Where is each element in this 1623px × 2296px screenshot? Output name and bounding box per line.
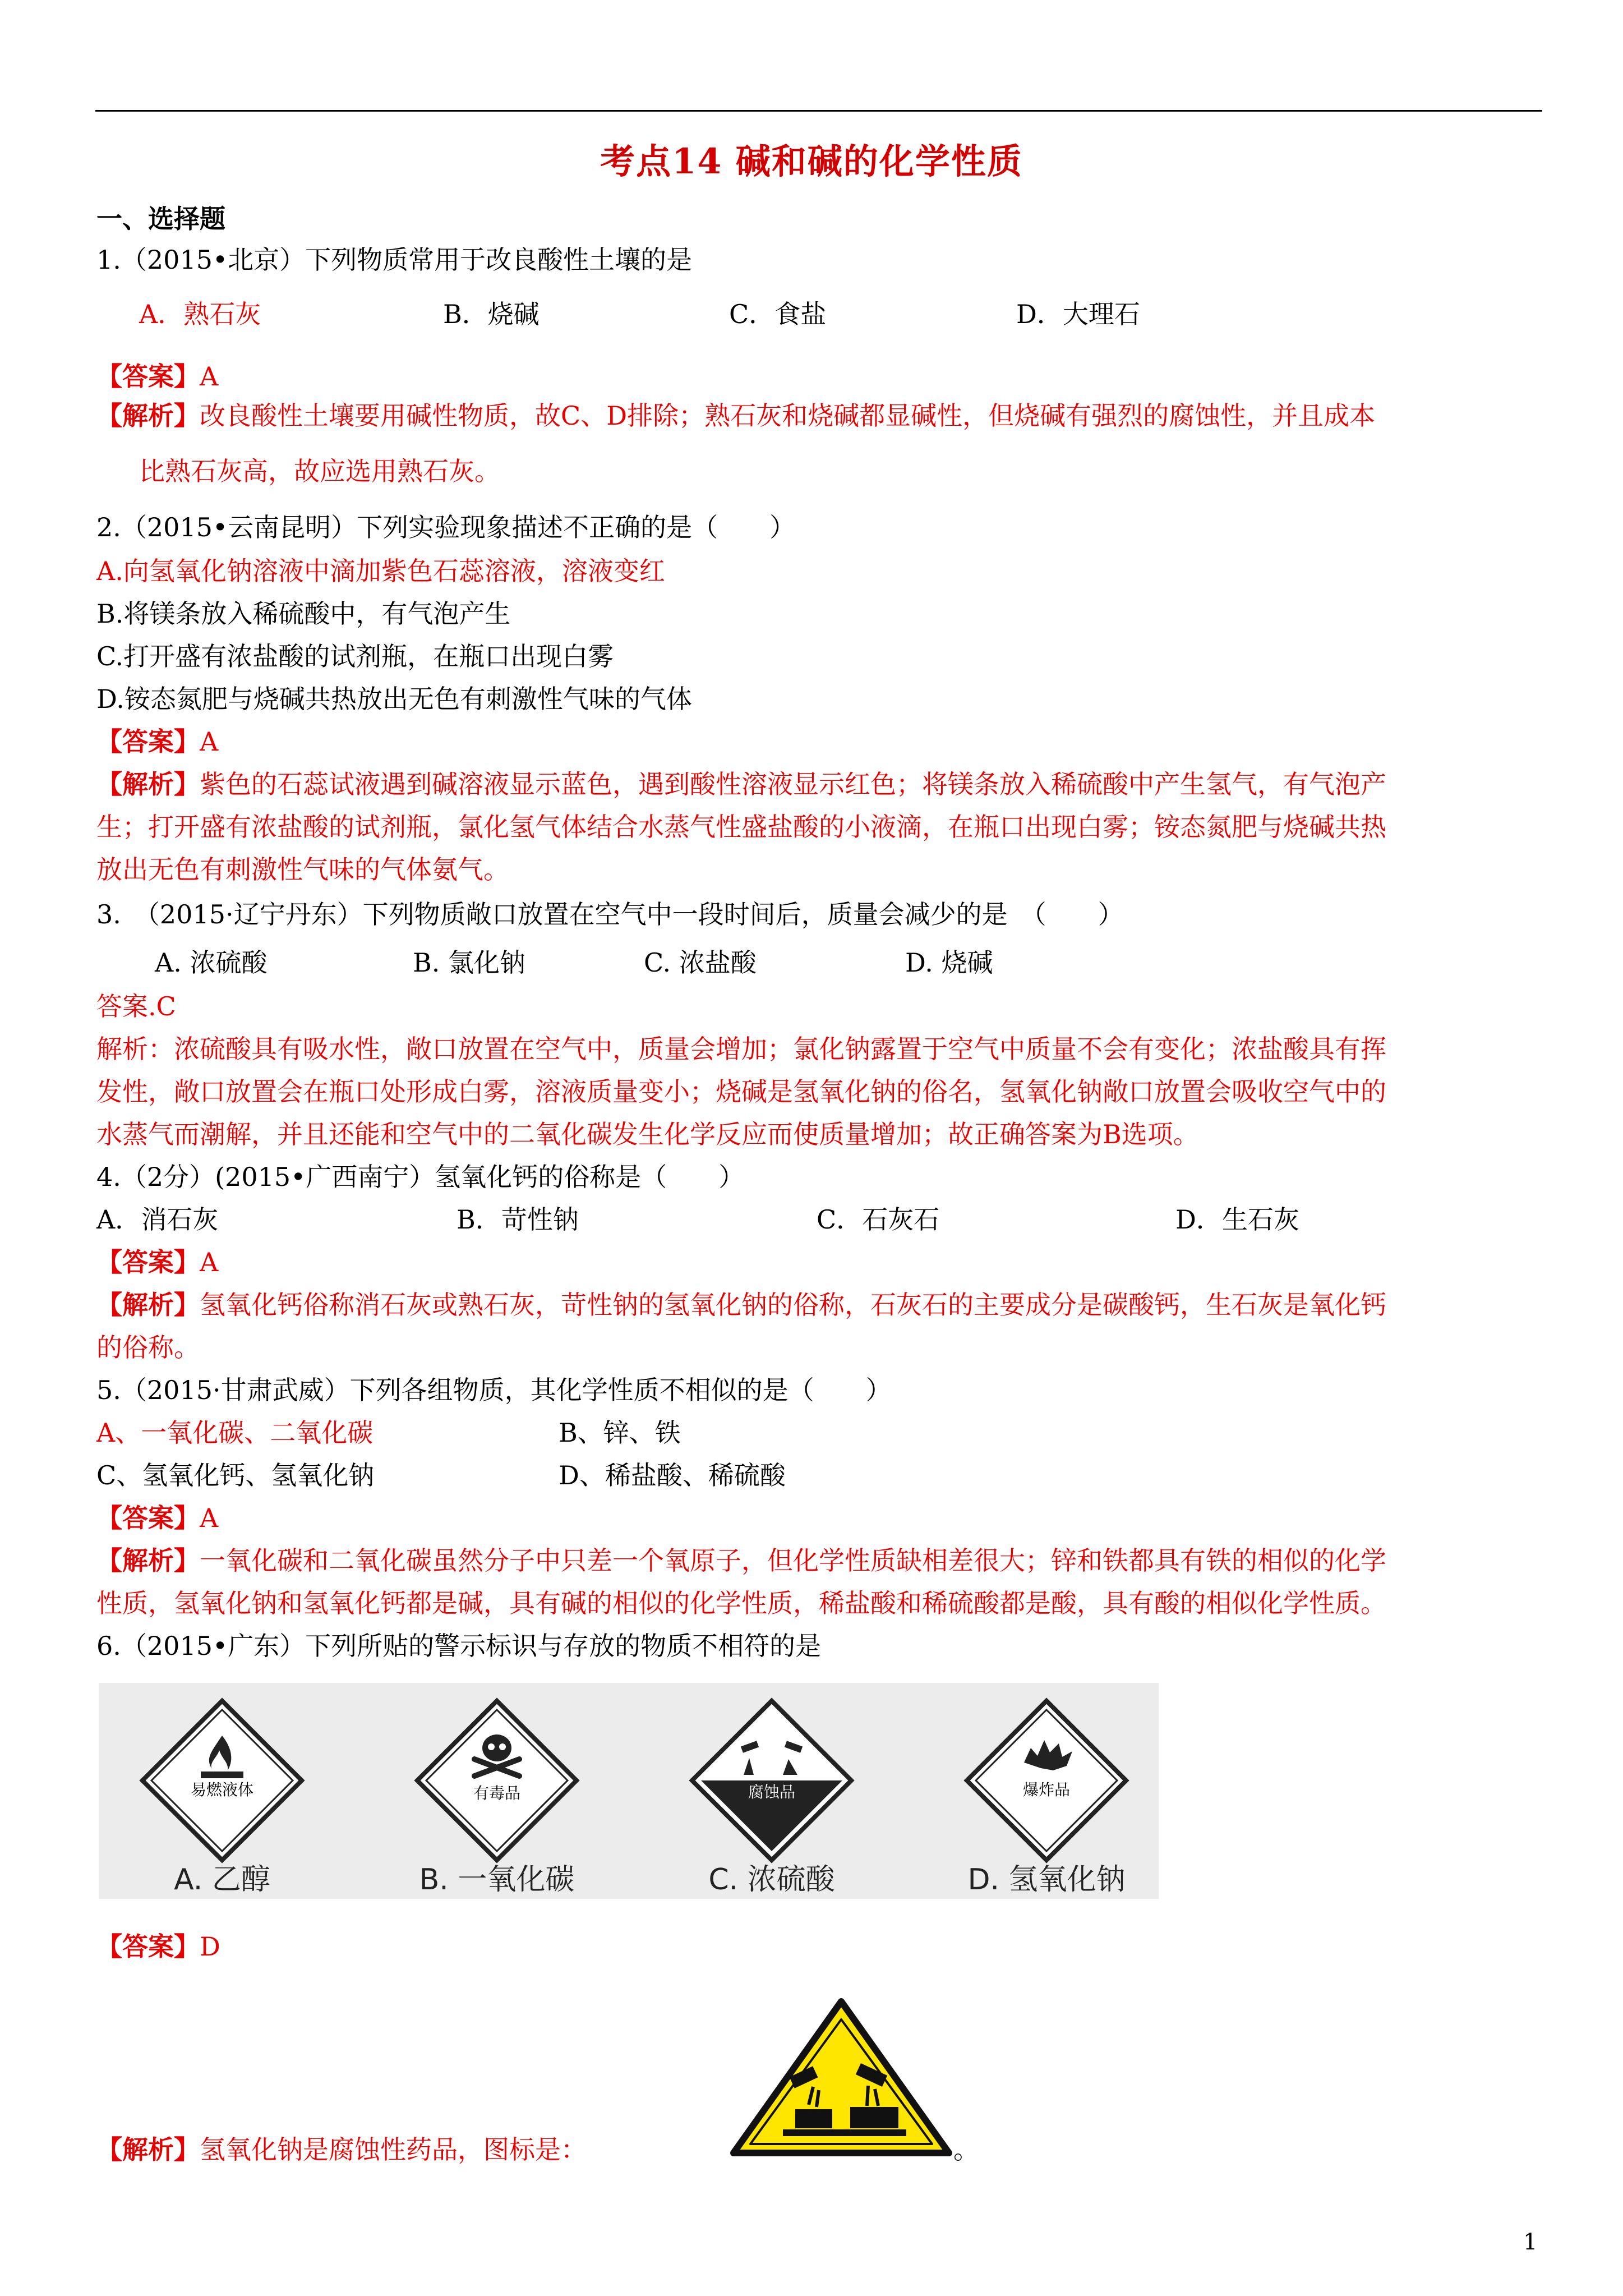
q1-option-d: D．大理石 — [1016, 299, 1140, 329]
header-rule — [95, 110, 1542, 112]
svg-text:有毒品: 有毒品 — [473, 1784, 521, 1802]
question-4-stem: 4.（2分）(2015•广西南宁）氢氧化钙的俗称是（ ） — [96, 1162, 745, 1192]
q2-answer: 【答案】A — [96, 726, 219, 757]
question-3-stem: 3. （2015·辽宁丹东）下列物质敞口放置在空气中一段时间后，质量会减少的是 （ ） — [96, 899, 1124, 930]
q5-option-c: C、氢氧化钙、氢氧化钠 — [96, 1460, 375, 1490]
page-title: 考点14 碱和碱的化学性质 — [600, 141, 1023, 182]
question-1-stem: 1.（2015•北京）下列物质常用于改良酸性土壤的是 — [96, 245, 693, 275]
q5-analysis: 【解析】一氧化碳和二氧化碳虽然分子中只差一个氧原子，但化学性质缺相差很大；锌和铁都具有铁的相似的化学 — [96, 1545, 1386, 1576]
q5-option-a: A、一氧化碳、二氧化碳 — [96, 1418, 374, 1448]
question-2-stem: 2.（2015•云南昆明）下列实验现象描述不正确的是（ ） — [96, 512, 796, 542]
q1-option-c: C．食盐 — [729, 299, 827, 329]
q6-analysis: 【解析】氢氧化钠是腐蚀性药品，图标是： — [96, 2134, 587, 2165]
q5-analysis-cont: 性质，氢氧化钠和氢氧化钙都是碱，具有碱的相似的化学性质，稀盐酸和稀硫酸都是酸，具有酸的相似化学性质。 — [96, 1588, 1386, 1618]
q4-option-d: D．生石灰 — [1175, 1204, 1299, 1235]
explosive-sign — [962, 1696, 1131, 1865]
q4-option-b: B．苛性钠 — [457, 1204, 579, 1235]
q4-option-a: A．消石灰 — [96, 1204, 219, 1235]
svg-text:易燃液体: 易燃液体 — [190, 1780, 254, 1799]
svg-text:腐蚀品: 腐蚀品 — [748, 1783, 796, 1801]
q3-option-d: D. 烧碱 — [905, 947, 993, 978]
q5-option-b: B、锌、铁 — [559, 1418, 681, 1448]
q6-answer: 【答案】D — [96, 1931, 220, 1962]
q3-analysis-cont-1: 发性，敞口放置会在瓶口处形成白雾，溶液质量变小；烧碱是氢氧化钠的俗名，氢氧化钠敞口放置会吸收空气中的 — [96, 1076, 1386, 1107]
q5-answer: 【答案】A — [96, 1503, 219, 1533]
warning-signs-image — [99, 1683, 1159, 1899]
q2-option-d: D.铵态氮肥与烧碱共热放出无色有刺激性气味的气体 — [96, 684, 692, 714]
sign-b-label: B. 一氧化碳 — [419, 1863, 575, 1897]
q4-analysis-cont: 的俗称。 — [96, 1332, 200, 1363]
q4-option-c: C．石灰石 — [817, 1204, 940, 1235]
question-6-stem: 6.（2015•广东）下列所贴的警示标识与存放的物质不相符的是 — [96, 1631, 822, 1661]
q3-analysis: 解析：浓硫酸具有吸水性，敞口放置在空气中，质量会增加；氯化钠露置于空气中质量不会有变化；浓盐酸具有挥 — [96, 1034, 1386, 1064]
corrosive-sign — [688, 1696, 856, 1865]
q3-option-a: A. 浓硫酸 — [155, 947, 268, 978]
q5-option-d: D、稀盐酸、稀硫酸 — [559, 1460, 786, 1490]
toxic-sign — [413, 1696, 581, 1865]
q1-answer: 【答案】A — [96, 361, 219, 392]
q1-option-b: B．烧碱 — [443, 299, 540, 329]
q2-analysis-cont-1: 生；打开盛有浓盐酸的试剂瓶，氯化氢气体结合水蒸气性盛盐酸的小液滴，在瓶口出现白雾；铵态氮肥与烧碱共热 — [96, 812, 1386, 842]
flammable-liquid-sign — [138, 1696, 306, 1865]
q2-analysis: 【解析】紫色的石蕊试液遇到碱溶液显示蓝色，遇到酸性溶液显示红色；将镁条放入稀硫酸中产生氢气，有气泡产 — [96, 769, 1386, 799]
svg-text:爆炸品: 爆炸品 — [1022, 1780, 1071, 1799]
section-heading: 一、选择题 — [96, 204, 225, 234]
q2-option-c: C.打开盛有浓盐酸的试剂瓶，在瓶口出现白雾 — [96, 641, 614, 671]
q1-analysis: 【解析】改良酸性土壤要用碱性物质，故C、D排除；熟石灰和烧碱都显碱性，但烧碱有强烈的腐蚀性，并且成本 — [96, 401, 1376, 431]
q3-option-c: C. 浓盐酸 — [644, 947, 757, 978]
q3-answer: 答案.C — [96, 991, 176, 1022]
q1-analysis-cont: 比熟石灰高，故应选用熟石灰。 — [139, 456, 500, 486]
sign-a-label: A. 乙醇 — [174, 1863, 270, 1897]
q1-option-a: A．熟石灰 — [139, 299, 261, 329]
question-5-stem: 5.（2015·甘肃武威）下列各组物质，其化学性质不相似的是（ ） — [96, 1375, 892, 1405]
q6-analysis-period: 。 — [953, 2134, 979, 2165]
q2-analysis-cont-2: 放出无色有刺激性气味的气体氨气。 — [96, 854, 509, 885]
q2-option-a: A.向氢氧化钠溶液中滴加紫色石蕊溶液，溶液变红 — [96, 556, 665, 586]
q2-option-b: B.将镁条放入稀硫酸中，有气泡产生 — [96, 599, 511, 629]
page-number: 1 — [1523, 2229, 1538, 2255]
sign-d-label: D. 氢氧化钠 — [967, 1863, 1126, 1897]
q4-analysis: 【解析】氢氧化钙俗称消石灰或熟石灰，苛性钠的氢氧化钠的俗称，石灰石的主要成分是碳酸钙，生石灰是氧化钙 — [96, 1290, 1386, 1320]
q3-option-b: B. 氯化钠 — [413, 947, 526, 978]
sign-c-label: C. 浓硫酸 — [708, 1863, 835, 1897]
q3-analysis-cont-2: 水蒸气而潮解，并且还能和空气中的二氧化碳发生化学反应而使质量增加；故正确答案为B选项。 — [96, 1119, 1199, 1149]
corrosive-warning-icon — [729, 1997, 953, 2157]
q4-answer: 【答案】A — [96, 1247, 219, 1277]
